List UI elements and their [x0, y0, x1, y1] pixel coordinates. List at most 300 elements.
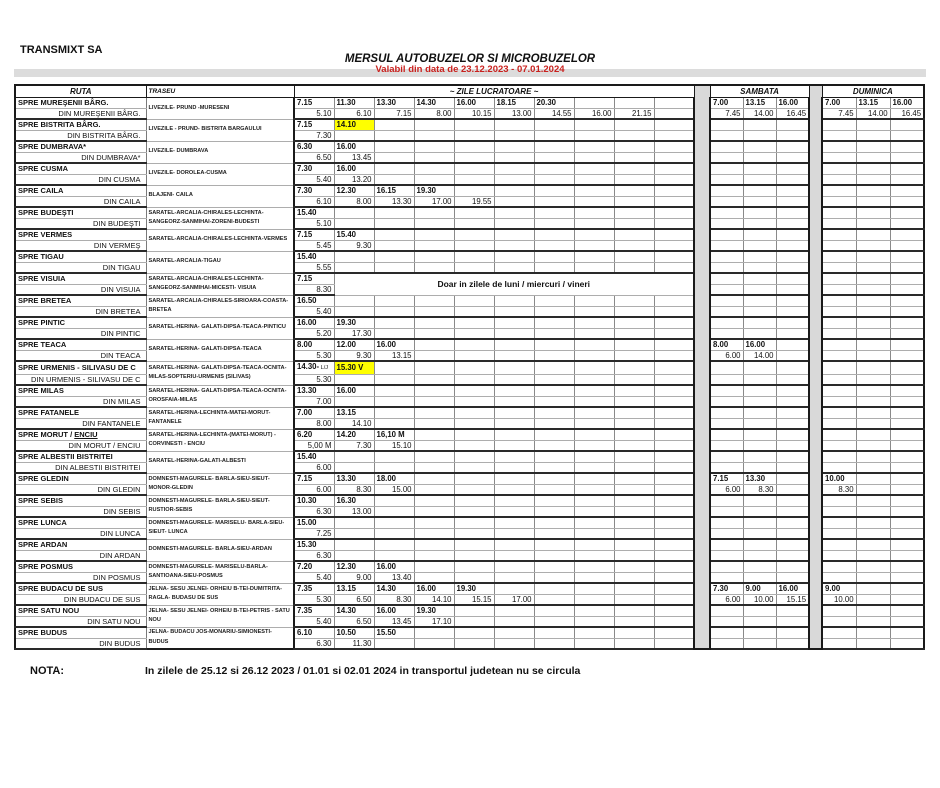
weekday-time-cell: [574, 517, 614, 528]
sunday-time-cell: [822, 119, 856, 130]
sunday-time-cell: [890, 385, 924, 396]
weekday-time-cell: [534, 561, 574, 572]
weekday-time-cell: [414, 262, 454, 273]
weekday-time-cell: [414, 207, 454, 218]
weekday-time-cell: [494, 119, 534, 130]
sunday-time-cell: [822, 638, 856, 649]
weekday-time-cell: [654, 152, 694, 163]
route-from-cell: DIN CUSMA: [15, 174, 146, 185]
weekday-time-cell: 14.30: [374, 583, 414, 594]
weekday-time-cell: [454, 385, 494, 396]
weekday-time-cell: [374, 418, 414, 429]
route-row-outbound: [15, 251, 924, 262]
sunday-time-cell: [856, 295, 890, 306]
saturday-time-cell: [710, 284, 743, 295]
sunday-time-cell: [856, 328, 890, 339]
sunday-time-cell: [890, 572, 924, 583]
sunday-time-cell: [856, 385, 890, 396]
weekday-time-cell: [534, 594, 574, 605]
weekday-time-cell: [574, 306, 614, 317]
sunday-time-cell: [856, 418, 890, 429]
weekday-time-cell: [414, 451, 454, 462]
weekday-time-cell: [654, 517, 694, 528]
gap-column: [809, 429, 822, 451]
saturday-time-cell: [776, 539, 809, 550]
weekday-time-cell: [534, 295, 574, 306]
weekday-time-cell: [654, 528, 694, 539]
saturday-time-cell: [776, 240, 809, 251]
saturday-time-cell: [710, 550, 743, 561]
weekday-time-cell: [494, 328, 534, 339]
route-to-cell: SPRE PINTIC: [15, 317, 146, 328]
weekday-time-cell: [574, 561, 614, 572]
weekday-time-cell: [574, 484, 614, 495]
weekday-time-cell: [654, 429, 694, 440]
weekday-time-cell: [454, 473, 494, 484]
sunday-time-cell: [890, 396, 924, 407]
weekday-time-cell: 12.30: [334, 185, 374, 196]
weekday-time-cell: 6.50: [334, 594, 374, 605]
saturday-time-cell: [743, 462, 776, 473]
route-to-cell: SPRE ALBESTII BISTRITEI: [15, 451, 146, 462]
route-from-cell: DIN BISTRITA BÂRG.: [15, 130, 146, 141]
saturday-time-cell: 8.30: [743, 484, 776, 495]
sunday-time-cell: [856, 506, 890, 517]
weekday-time-cell: [654, 339, 694, 350]
saturday-time-cell: [743, 605, 776, 616]
gap-column: [694, 539, 710, 561]
weekday-time-cell: [654, 561, 694, 572]
saturday-time-cell: [776, 638, 809, 649]
weekday-time-cell: [494, 339, 534, 350]
route-to-cell: SPRE TIGAU: [15, 251, 146, 262]
gap-column: [809, 495, 822, 517]
weekday-time-cell: 17.30: [334, 328, 374, 339]
weekday-time-cell: 18.15: [494, 98, 534, 109]
saturday-time-cell: [776, 284, 809, 295]
saturday-time-cell: [776, 462, 809, 473]
weekday-time-cell: [574, 350, 614, 361]
sunday-time-cell: [856, 196, 890, 207]
header-ruta: RUTA: [15, 85, 146, 98]
gap-column: [809, 385, 822, 407]
weekday-time-cell: [414, 539, 454, 550]
route-from-cell: DIN CAILA: [15, 196, 146, 207]
route-row-outbound: [15, 495, 924, 506]
sunday-time-cell: [890, 273, 924, 284]
weekday-time-cell: [614, 440, 654, 451]
saturday-time-cell: [743, 295, 776, 306]
weekday-time-cell: [574, 506, 614, 517]
weekday-time-cell: 15.40: [294, 251, 334, 262]
weekday-time-cell: 5.55: [294, 262, 334, 273]
weekday-time-cell: [574, 638, 614, 649]
weekday-time-cell: 6.50: [294, 152, 334, 163]
saturday-time-cell: [710, 361, 743, 374]
weekday-time-cell: [574, 495, 614, 506]
sunday-time-cell: [856, 163, 890, 174]
sunday-time-cell: [856, 374, 890, 385]
route-from-cell: DIN BUDEŞTI: [15, 218, 146, 229]
weekday-time-cell: [654, 295, 694, 306]
saturday-time-cell: [710, 506, 743, 517]
weekday-time-cell: [534, 550, 574, 561]
saturday-time-cell: 10.00: [743, 594, 776, 605]
weekday-time-cell: 8.00: [414, 108, 454, 119]
weekday-time-cell: 11.30: [334, 98, 374, 109]
weekday-time-cell: [454, 295, 494, 306]
saturday-time-cell: [743, 119, 776, 130]
weekday-time-cell: 15.00: [374, 484, 414, 495]
saturday-time-cell: [743, 638, 776, 649]
sunday-time-cell: [822, 528, 856, 539]
sunday-time-cell: [856, 594, 890, 605]
saturday-time-cell: [776, 229, 809, 240]
weekday-time-cell: [574, 451, 614, 462]
weekday-time-cell: [414, 229, 454, 240]
gap-column: [694, 517, 710, 539]
sunday-time-cell: [890, 462, 924, 473]
weekday-time-cell: [414, 418, 454, 429]
weekday-time-cell: [614, 407, 654, 418]
saturday-time-cell: [710, 616, 743, 627]
weekday-time-cell: [494, 473, 534, 484]
sunday-time-cell: 10.00: [822, 594, 856, 605]
saturday-time-cell: [710, 196, 743, 207]
weekday-time-cell: [334, 528, 374, 539]
weekday-time-cell: [374, 262, 414, 273]
route-from-cell: DIN BUDUS: [15, 638, 146, 649]
sunday-time-cell: [822, 284, 856, 295]
saturday-time-cell: [743, 616, 776, 627]
route-to-cell: SPRE CAILA: [15, 185, 146, 196]
weekday-time-cell: [414, 174, 454, 185]
weekday-time-cell: [534, 262, 574, 273]
saturday-time-cell: 6.00: [710, 484, 743, 495]
weekday-time-cell: [374, 385, 414, 396]
weekday-time-cell: [414, 484, 454, 495]
weekday-time-cell: [654, 141, 694, 152]
weekday-time-cell: [614, 317, 654, 328]
gap-column: [809, 473, 822, 495]
weekday-time-cell: 5.40: [294, 306, 334, 317]
weekday-time-cell: 5.45: [294, 240, 334, 251]
weekday-time-cell: [494, 196, 534, 207]
weekday-time-cell: [574, 361, 614, 374]
weekday-time-cell: 6.10: [334, 108, 374, 119]
saturday-time-cell: [776, 361, 809, 374]
saturday-time-cell: [710, 328, 743, 339]
weekday-time-cell: 10.15: [454, 108, 494, 119]
saturday-time-cell: [743, 539, 776, 550]
saturday-time-cell: [776, 317, 809, 328]
weekday-time-cell: [334, 306, 374, 317]
weekday-time-cell: 12.00: [334, 339, 374, 350]
weekday-time-cell: [414, 561, 454, 572]
weekday-time-cell: [654, 130, 694, 141]
route-from-cell: DIN ARDAN: [15, 550, 146, 561]
weekday-time-cell: [574, 262, 614, 273]
weekday-time-cell: 5.10: [294, 218, 334, 229]
weekday-time-cell: [454, 462, 494, 473]
route-row-outbound: [15, 295, 924, 306]
sunday-time-cell: [856, 396, 890, 407]
weekday-time-cell: 8.00: [294, 418, 334, 429]
route-row-outbound: [15, 98, 924, 109]
weekday-time-cell: [654, 374, 694, 385]
route-to-cell: SPRE MUREŞENII BÂRG.: [15, 98, 146, 109]
weekday-time-cell: [614, 98, 654, 109]
gap-column: [694, 207, 710, 229]
sunday-time-cell: [890, 429, 924, 440]
weekday-time-cell: [534, 350, 574, 361]
weekday-time-cell: [454, 506, 494, 517]
weekday-time-cell: 7.15: [294, 229, 334, 240]
weekday-time-cell: [374, 306, 414, 317]
weekday-time-cell: [614, 251, 654, 262]
weekday-time-cell: [414, 495, 454, 506]
saturday-time-cell: 7.45: [710, 108, 743, 119]
route-to-cell: SPRE BUDEŞTI: [15, 207, 146, 218]
route-to-cell: SPRE DUMBRAVA*: [15, 141, 146, 152]
saturday-time-cell: [776, 429, 809, 440]
weekday-time-cell: [574, 396, 614, 407]
saturday-time-cell: 16.00: [743, 339, 776, 350]
weekday-time-cell: 5.30: [294, 594, 334, 605]
sunday-time-cell: [822, 396, 856, 407]
sunday-time-cell: [822, 207, 856, 218]
weekday-time-cell: [654, 605, 694, 616]
route-from-cell: DIN DUMBRAVA*: [15, 152, 146, 163]
weekday-time-cell: [494, 616, 534, 627]
weekday-time-cell: [334, 374, 374, 385]
weekday-time-cell: [374, 361, 414, 374]
weekday-time-cell: 15.50: [374, 627, 414, 638]
route-from-cell: DIN FANTANELE: [15, 418, 146, 429]
weekday-time-cell: [654, 361, 694, 374]
weekday-time-cell: 7.15: [294, 273, 334, 284]
weekday-time-cell: [534, 418, 574, 429]
weekday-time-cell: [374, 317, 414, 328]
weekday-time-cell: [334, 462, 374, 473]
weekday-time-cell: 13.15: [334, 407, 374, 418]
weekday-time-cell: 21.15: [614, 108, 654, 119]
weekday-time-cell: [374, 407, 414, 418]
route-to-cell: SPRE GLEDIN: [15, 473, 146, 484]
weekday-time-cell: [534, 328, 574, 339]
weekday-time-cell: [334, 396, 374, 407]
weekday-note-cell: Doar in zilele de luni / miercuri / vineri: [334, 273, 694, 295]
weekday-time-cell: [574, 539, 614, 550]
sunday-time-cell: [822, 163, 856, 174]
header-sunday: DUMINICA: [822, 85, 924, 98]
sunday-time-cell: [856, 185, 890, 196]
sunday-time-cell: [856, 130, 890, 141]
saturday-time-cell: [776, 174, 809, 185]
gap-column: [809, 517, 822, 539]
route-row-outbound: [15, 605, 924, 616]
saturday-time-cell: [710, 251, 743, 262]
saturday-time-cell: [743, 517, 776, 528]
weekday-time-cell: [454, 130, 494, 141]
weekday-time-cell: [534, 174, 574, 185]
weekday-time-cell: 15.10: [374, 440, 414, 451]
weekday-time-cell: 8.00: [334, 196, 374, 207]
sunday-time-cell: [822, 374, 856, 385]
weekday-time-cell: [454, 152, 494, 163]
weekday-time-cell: [654, 229, 694, 240]
weekday-time-cell: [534, 163, 574, 174]
route-row-outbound: [15, 451, 924, 462]
saturday-time-cell: [776, 328, 809, 339]
sunday-time-cell: [822, 605, 856, 616]
saturday-time-cell: [710, 451, 743, 462]
weekday-time-cell: [454, 407, 494, 418]
route-traseu-cell: LIVEZILE- DUMBRAVA: [146, 141, 294, 163]
route-row-outbound: [15, 561, 924, 572]
weekday-time-cell: [614, 185, 654, 196]
weekday-time-cell: [574, 141, 614, 152]
saturday-time-cell: [776, 207, 809, 218]
route-to-cell: SPRE TEACA: [15, 339, 146, 350]
weekday-time-cell: [454, 495, 494, 506]
weekday-time-cell: [414, 130, 454, 141]
gap-column: [809, 229, 822, 251]
saturday-time-cell: [710, 317, 743, 328]
route-row-outbound: [15, 429, 924, 440]
weekday-time-cell: [454, 361, 494, 374]
weekday-time-cell: [454, 484, 494, 495]
saturday-time-cell: [710, 185, 743, 196]
weekday-time-cell: 15.40: [294, 207, 334, 218]
saturday-time-cell: [743, 429, 776, 440]
weekday-time-cell: [574, 339, 614, 350]
weekday-time-cell: [494, 152, 534, 163]
sunday-time-cell: [856, 462, 890, 473]
sunday-time-cell: [890, 550, 924, 561]
weekday-time-cell: 14.10: [414, 594, 454, 605]
weekday-time-cell: [614, 262, 654, 273]
sunday-time-cell: [890, 196, 924, 207]
saturday-time-cell: [776, 251, 809, 262]
weekday-time-cell: [494, 218, 534, 229]
weekday-time-cell: [574, 627, 614, 638]
saturday-time-cell: [743, 306, 776, 317]
sunday-time-cell: [890, 583, 924, 594]
weekday-time-cell: 16.00: [334, 385, 374, 396]
weekday-time-cell: [614, 627, 654, 638]
weekday-time-cell: [374, 295, 414, 306]
gap-column: [694, 251, 710, 273]
weekday-time-cell: [334, 539, 374, 550]
sunday-time-cell: [822, 229, 856, 240]
route-row-outbound: [15, 273, 924, 284]
sunday-time-cell: [822, 462, 856, 473]
saturday-time-cell: [710, 119, 743, 130]
weekday-time-cell: 13.30: [374, 196, 414, 207]
weekday-time-cell: [494, 240, 534, 251]
weekday-time-cell: [374, 240, 414, 251]
saturday-time-cell: [776, 262, 809, 273]
weekday-time-cell: 6.30: [294, 638, 334, 649]
saturday-time-cell: [710, 561, 743, 572]
route-row-outbound: [15, 119, 924, 130]
saturday-time-cell: [776, 130, 809, 141]
nota-text: In zilele de 25.12 si 26.12 2023 / 01.01 si 02.01 2024 in transportul judetean nu se circula: [145, 665, 581, 677]
sunday-time-cell: [856, 361, 890, 374]
weekday-time-cell: 19.30: [414, 185, 454, 196]
saturday-time-cell: [776, 506, 809, 517]
weekday-time-cell: [574, 583, 614, 594]
sunday-time-cell: [856, 605, 890, 616]
route-from-cell: DIN MORUT / ENCIU: [15, 440, 146, 451]
weekday-time-cell: [654, 473, 694, 484]
weekday-time-cell: [454, 339, 494, 350]
weekday-time-cell: 16.15: [374, 185, 414, 196]
weekday-time-cell: [654, 616, 694, 627]
weekday-time-cell: [614, 385, 654, 396]
saturday-time-cell: [710, 295, 743, 306]
weekday-time-cell: [454, 218, 494, 229]
weekday-time-cell: [574, 328, 614, 339]
weekday-time-cell: [614, 550, 654, 561]
weekday-time-cell: [534, 396, 574, 407]
weekday-time-cell: [454, 440, 494, 451]
weekday-time-cell: [574, 385, 614, 396]
route-traseu-cell: DOMNESTI-MAGURELE- BARLA-SIEU-ARDAN: [146, 539, 294, 561]
sunday-time-cell: [890, 207, 924, 218]
sunday-time-cell: [822, 240, 856, 251]
weekday-time-cell: [494, 306, 534, 317]
weekday-time-cell: [494, 451, 534, 462]
weekday-time-cell: [534, 616, 574, 627]
weekday-time-cell: [414, 251, 454, 262]
page-title: MERSUL AUTOBUZELOR SI MICROBUZELOR: [344, 53, 596, 65]
weekday-time-cell: [454, 185, 494, 196]
sunday-time-cell: [822, 339, 856, 350]
weekday-time-cell: [414, 627, 454, 638]
route-traseu-cell: SARATEL-HERINA-GALATI-ALBESTI: [146, 451, 294, 473]
sunday-time-cell: [822, 350, 856, 361]
weekday-time-cell: [414, 550, 454, 561]
saturday-time-cell: [710, 240, 743, 251]
weekday-time-cell: [654, 572, 694, 583]
weekday-time-cell: [534, 361, 574, 374]
weekday-time-cell: [654, 328, 694, 339]
sunday-time-cell: [856, 251, 890, 262]
weekday-time-cell: [534, 539, 574, 550]
route-traseu-cell: DOMNESTI-MAGURELE- BARLA-SIEU-SIEUT-MONOR-GLEDIN: [146, 473, 294, 495]
weekday-time-cell: [454, 306, 494, 317]
sunday-time-cell: [856, 317, 890, 328]
saturday-time-cell: [710, 605, 743, 616]
weekday-time-cell: 6.00: [294, 484, 334, 495]
weekday-time-cell: [414, 141, 454, 152]
saturday-time-cell: [743, 251, 776, 262]
sunday-time-cell: 8.30: [822, 484, 856, 495]
weekday-time-cell: [574, 152, 614, 163]
weekday-time-cell: [454, 451, 494, 462]
saturday-time-cell: 9.00: [743, 583, 776, 594]
weekday-time-cell: [414, 218, 454, 229]
sunday-time-cell: [856, 550, 890, 561]
weekday-time-cell: 7.15: [294, 98, 334, 109]
saturday-time-cell: [776, 440, 809, 451]
weekday-time-cell: [574, 196, 614, 207]
saturday-time-cell: [743, 240, 776, 251]
sunday-time-cell: [856, 484, 890, 495]
weekday-time-cell: 19.30: [454, 583, 494, 594]
